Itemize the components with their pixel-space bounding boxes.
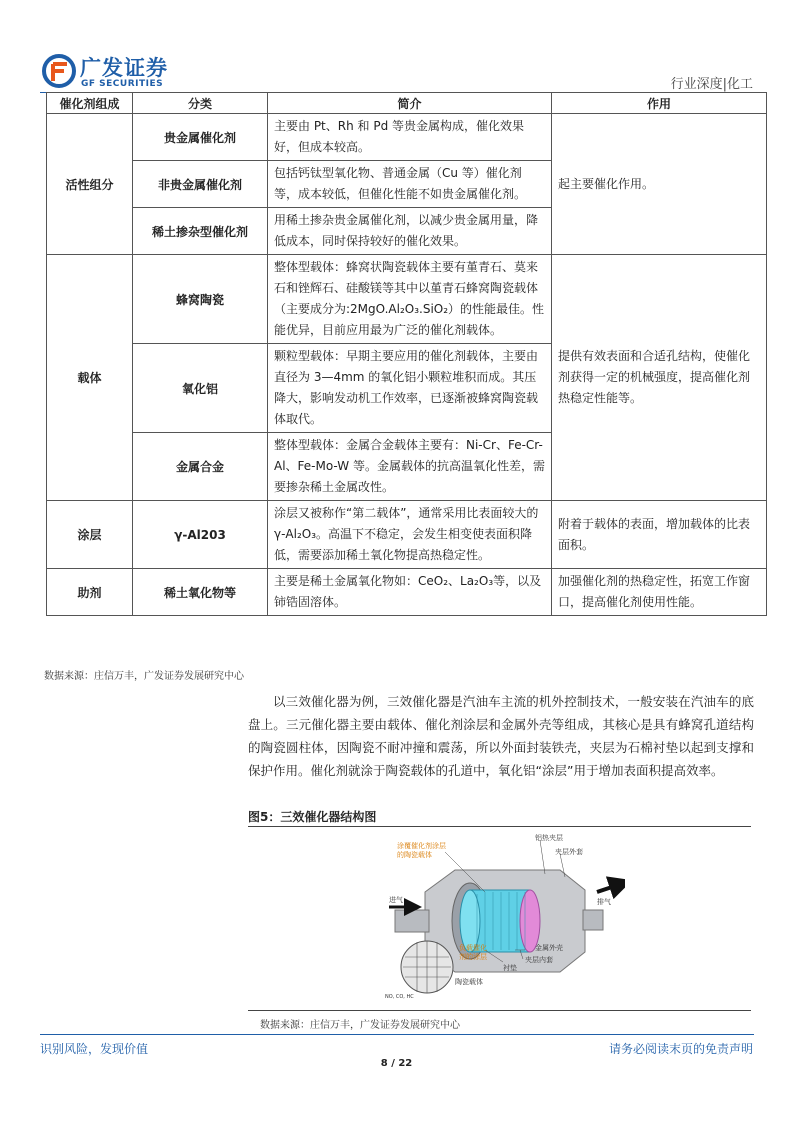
table-row <box>47 501 767 569</box>
label-loaded-1: 负载催化 <box>459 944 487 952</box>
category-cell: 蜂窝陶瓷 <box>133 255 268 344</box>
table-row <box>47 569 767 616</box>
label-outer-shell: 夹层外套 <box>555 848 583 856</box>
component-cell: 活性组分 <box>47 114 133 255</box>
component-cell: 载体 <box>47 255 133 501</box>
role-cell: 起主要催化作用。 <box>552 114 767 255</box>
label-gas: NO, CO, HC <box>385 994 414 1000</box>
label-metal-shell: 金属外壳 <box>535 944 563 952</box>
substrate-face <box>520 890 540 952</box>
desc-cell: 用稀土掺杂贵金属催化剂，以减少贵金属用量，降低成本，同时保持较好的催化效果。 <box>268 208 552 255</box>
inlet-pipe <box>395 910 429 932</box>
label-carrier-top: 的陶瓷载体 <box>397 851 432 859</box>
figure-top-rule <box>248 826 751 827</box>
catalytic-converter-diagram <box>385 832 625 1002</box>
logo-name-cn: 广发证券 <box>80 56 168 80</box>
desc-cell: 主要由 Pt、Rh 和 Pd 等贵金属构成，催化效果好，但成本较高。 <box>268 114 552 161</box>
table-row <box>47 114 767 161</box>
role-cell: 提供有效表面和合适孔结构，使催化剂获得一定的机械强度，提高催化剂热稳定性能等。 <box>552 255 767 501</box>
category-cell: 稀土掺杂型催化剂 <box>133 208 268 255</box>
desc-cell: 整体型载体：金属合金载体主要有：Ni-Cr、Fe-Cr-Al、Fe-Mo-W 等。金属载体的抗高温氧化性差，需要掺杂稀土金属改性。 <box>268 433 552 501</box>
table-header: 简介 <box>268 93 552 114</box>
category-cell: 贵金属催化剂 <box>133 114 268 161</box>
table-header: 作用 <box>552 93 767 114</box>
label-inlet: 进气 <box>389 896 403 904</box>
label-inner-shell: 夹层内套 <box>525 956 553 964</box>
outlet-arrow-icon <box>597 884 621 892</box>
page-number: 8 / 22 <box>380 1058 413 1069</box>
desc-cell: 颗粒型载体：早期主要应用的催化剂载体，主要由直径为 3—4mm 的氧化铝小颗粒堆积而成。其压降大，影响发动机工作效率，已逐渐被蜂窝陶瓷载体取代。 <box>268 344 552 433</box>
table-header: 催化剂组成 <box>47 93 133 114</box>
table-header: 分类 <box>133 93 268 114</box>
figure-bottom-rule <box>248 1010 751 1011</box>
role-cell: 附着于载体的表面，增加载体的比表面积。 <box>552 501 767 569</box>
label-outlet: 排气 <box>597 898 611 906</box>
label-heat-shield: 铝热夹层 <box>535 834 563 842</box>
catalyst-table <box>46 92 767 616</box>
component-cell: 助剂 <box>47 569 133 616</box>
table-header-row <box>47 93 767 114</box>
category-cell: 非贵金属催化剂 <box>133 161 268 208</box>
footer-disclaimer: 请务必阅读末页的免责声明 <box>608 1042 753 1056</box>
label-liner: 衬垫 <box>503 964 517 972</box>
footer-divider <box>40 1034 754 1035</box>
category-cell: 氧化铝 <box>133 344 268 433</box>
gf-logo-icon <box>42 54 76 88</box>
figure-source: 数据来源：庄信万丰，广发证券发展研究中心 <box>260 1020 460 1031</box>
category-cell: 稀土氧化物等 <box>133 569 268 616</box>
desc-cell: 涂层又被称作“第二载体”，通常采用比表面较大的 γ-Al₂O₃。高温下不稳定，会发生相变使表面积降低，需要添加稀土氧化物提高热稳定性。 <box>268 501 552 569</box>
figure-title: 图5：三效催化器结构图 <box>248 810 377 824</box>
desc-cell: 主要是稀土金属氧化物如：CeO₂、La₂O₃等，以及铈锆固溶体。 <box>268 569 552 616</box>
outlet-pipe <box>583 910 603 930</box>
table-row <box>47 255 767 344</box>
report-category: 行业深度|化工 <box>670 77 753 92</box>
footer-slogan: 识别风险，发现价值 <box>40 1042 149 1056</box>
label-coated: 涂覆催化剂涂层 <box>397 842 446 850</box>
body-paragraph: 以三效催化器为例，三效催化器是汽油车主流的机外控制技术，一般安装在汽油车的底盘上。三元催化器主要由载体、催化剂涂层和金属外壳等组成，其核心是具有蜂窝孔道结构的陶瓷圆柱体，因陶瓷不耐冲撞和震荡，所以外面封装铁壳，夹层为石棉衬垫以起到支撑和保护作用。催化剂就涂于陶瓷载体的孔道中，氧化铝“涂层”用于增加表面积提高效率。 <box>248 694 754 778</box>
role-cell: 加强催化剂的热稳定性，拓宽工作窗口，提高催化剂使用性能。 <box>552 569 767 616</box>
component-cell: 涂层 <box>47 501 133 569</box>
table-source: 数据来源：庄信万丰，广发证券发展研究中心 <box>44 671 244 682</box>
logo-name-en: GF SECURITIES <box>81 79 164 89</box>
label-loaded-2: 剂的涂层 <box>459 953 487 961</box>
label-ceramic: 陶瓷载体 <box>455 978 483 986</box>
desc-cell: 包括钙钛型氧化物、普通金属（Cu 等）催化剂等，成本较低，但催化性能不如贵金属催化剂。 <box>268 161 552 208</box>
desc-cell: 整体型载体：蜂窝状陶瓷载体主要有堇青石、莫来石和锉辉石、硅酸镁等其中以堇青石蜂窝陶瓷载体（主要成分为:2MgO.Al₂O₃.SiO₂）的性能最佳。性能优异，目前应用最为广泛的催化剂载体。 <box>268 255 552 344</box>
category-cell: γ-Al203 <box>133 501 268 569</box>
category-cell: 金属合金 <box>133 433 268 501</box>
